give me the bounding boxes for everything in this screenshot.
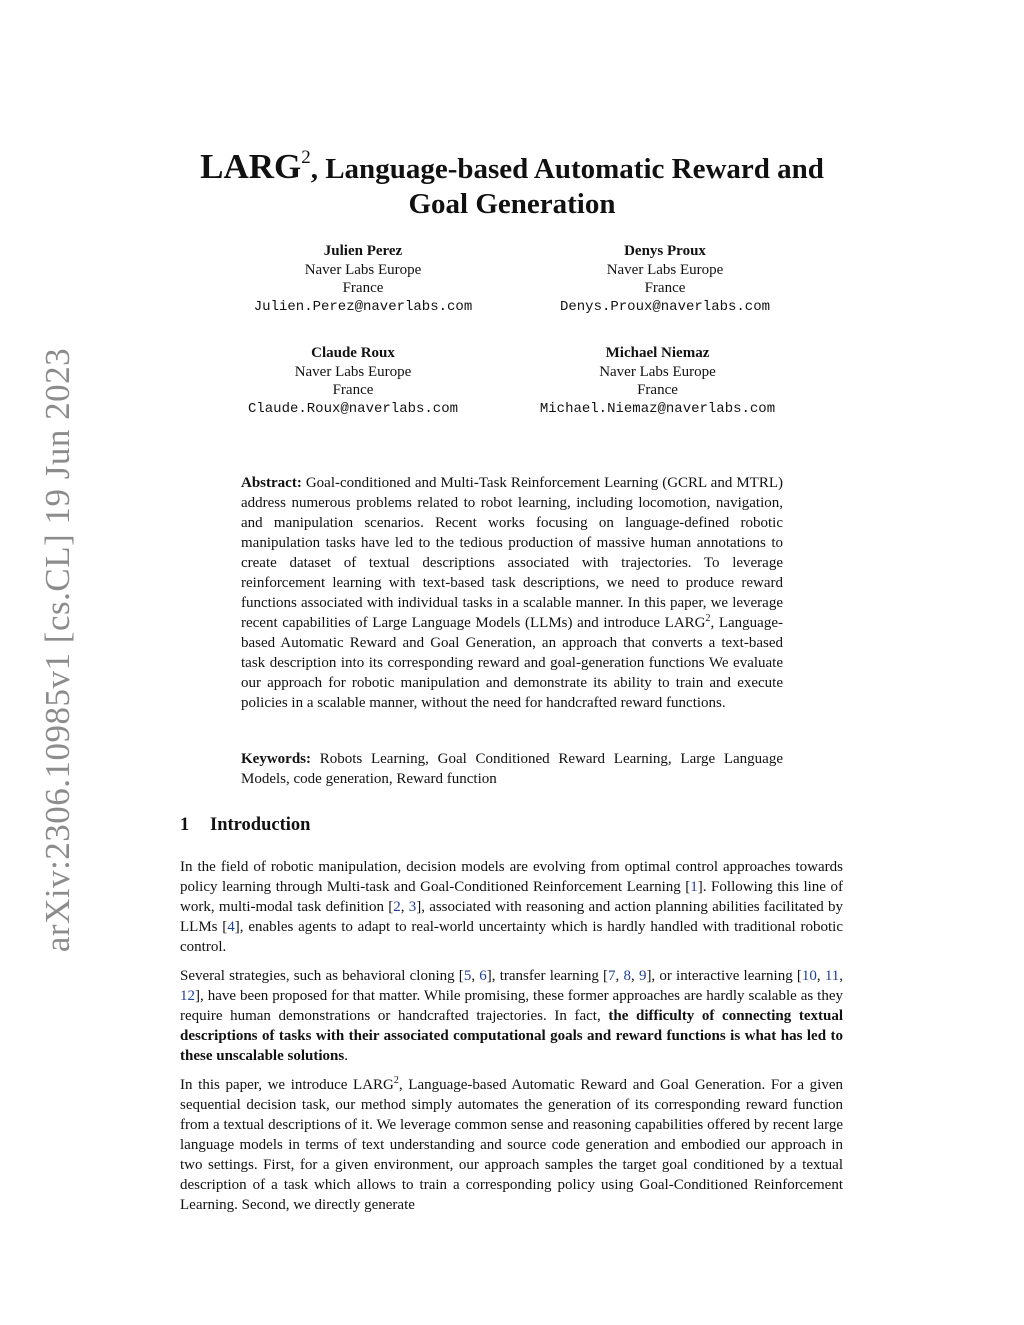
- keywords-text: Robots Learning, Goal Conditioned Reward Learning, Large Language Models, code generation, Reward function: [241, 751, 783, 787]
- author-block-4: [520, 344, 795, 418]
- paper-title: [140, 140, 884, 222]
- paragraph-text: In the field of robotic manipulation, decision models are evolving from optimal control approaches towards policy learning through Multi-task and Goal-Conditioned Reinforcement Learning [: [180, 859, 843, 895]
- author-block-2: [540, 242, 790, 316]
- paragraph-text: Several strategies, such as behavioral cloning [: [180, 968, 464, 984]
- author-name: Julien Perez: [323, 243, 403, 259]
- abstract-label: Abstract:: [241, 475, 302, 491]
- citation-link[interactable]: 6: [479, 968, 487, 984]
- citation-link[interactable]: 11: [824, 968, 840, 984]
- citation-link[interactable]: 7: [608, 968, 616, 984]
- paragraph-text: ,: [400, 899, 409, 915]
- citation-link[interactable]: 5: [463, 968, 472, 984]
- intro-paragraph-3: [180, 1075, 843, 1215]
- author-affiliation: Naver Labs Europe: [606, 261, 724, 278]
- paragraph-text: , Language-based Automatic Reward and Goal Generation. For a given sequential decision task, our method simply automates the generation of its corresponding reward function from a textual descriptions of it. We leverage common sense and reasoning capabilities offered by recent large language models in terms of text understanding and source code generation and embodied our approach in two settings. First, for a given environment, our approach samples the target goal conditioned by a textual description of a task which allows to train a corresponding policy using Goal-Conditioned Reinforcement Learning. Second, we directly generate: [180, 1077, 843, 1213]
- author-block-1: [243, 242, 483, 316]
- author-country: France: [332, 382, 374, 398]
- author-name: Denys Proux: [624, 243, 706, 259]
- citation-link[interactable]: 10: [801, 968, 817, 984]
- author-country: France: [637, 382, 678, 398]
- abstract-text-b: , Language-based Automatic Reward and Goal Generation, an approach that converts a text-based task description into its corresponding reward and goal-generation functions We evaluate our approach for robotic manipulation and demonstrate its ability to train and execute policies in a scalable manner, without the need for handcrafted reward functions.: [241, 615, 783, 711]
- author-country: France: [644, 280, 686, 296]
- paragraph-text: ]. Following this line of work, multi-modal task definition [: [180, 879, 843, 915]
- author-affiliation: Naver Labs Europe: [304, 261, 422, 278]
- keywords: [241, 749, 783, 789]
- section-title: Introduction: [210, 815, 311, 835]
- title-larg: LARG: [200, 147, 302, 186]
- paragraph-text: ], have been proposed for that matter. While promising, these former approaches are hardly scalable as they require human demonstrations or handcrafted trajectories. In fact,: [180, 988, 843, 1024]
- paragraph-text: ,: [615, 968, 624, 984]
- citation-link[interactable]: 2: [393, 899, 401, 915]
- paragraph-text: ], enables agents to adapt to real-world uncertainty which is hardly handled with traditional robotic control.: [180, 919, 843, 955]
- citation-link[interactable]: 1: [690, 879, 698, 895]
- paragraph-text: ,: [630, 968, 639, 984]
- citation-link[interactable]: 9: [638, 968, 647, 984]
- bold-emphasis: the difficulty of connecting textual descriptions of tasks with their associated computational goals and reward functions is what has led to these unscalable solutions: [180, 1008, 844, 1064]
- citation-link[interactable]: 12: [180, 988, 195, 1004]
- abstract-text-a: Goal-conditioned and Multi-Task Reinforcement Learning (GCRL and MTRL) address numerous problems related to robot learning, including locomotion, navigation, and manipulation scenarios. Recent works focusing on language-defined robotic manipulation tasks have led to the tedious production of massive human annotations to create dataset of textual descriptions associated with trajectories. To leverage reinforcement learning with text-based task descriptions, we need to produce reward functions associated with individual tasks in a scalable manner. In this paper, we leverage recent capabilities of Large Language Models (LLMs) and introduce LARG: [241, 475, 783, 631]
- paragraph-text: ,: [816, 968, 825, 984]
- abstract: [241, 473, 783, 713]
- author-email: Julien.Perez@naverlabs.com: [253, 298, 473, 315]
- paragraph-text: ], associated with reasoning and action planning abilities facilitated by LLMs [: [180, 899, 844, 935]
- intro-paragraph-1: [180, 857, 843, 957]
- paragraph-text: In this paper, we introduce LARG: [180, 1077, 394, 1093]
- abstract-superscript: 2: [705, 613, 711, 624]
- author-name: Claude Roux: [311, 345, 395, 361]
- keywords-label: Keywords:: [241, 751, 311, 767]
- larg-superscript: 2: [393, 1075, 399, 1086]
- citation-link[interactable]: 3: [408, 899, 417, 915]
- paragraph-text: ], transfer learning [: [486, 968, 609, 984]
- author-country: France: [342, 280, 384, 296]
- paragraph-text: ,: [839, 968, 844, 984]
- citation-link[interactable]: 8: [623, 968, 631, 984]
- intro-paragraph-2: [180, 966, 843, 1066]
- author-email: Claude.Roux@naverlabs.com: [247, 400, 459, 417]
- title-superscript: 2: [301, 147, 311, 168]
- section-heading-introduction: [180, 815, 310, 836]
- arxiv-identifier-stamp: arXiv:2306.10985v1 [cs.CL] 19 Jun 2023: [38, 347, 77, 953]
- citation-link[interactable]: 4: [227, 919, 235, 935]
- paragraph-text: ,: [471, 968, 480, 984]
- paragraph-text: ], or interactive learning [: [646, 968, 802, 984]
- author-block-3: [233, 344, 473, 418]
- author-email: Michael.Niemaz@naverlabs.com: [539, 400, 776, 417]
- paragraph-text: .: [344, 1048, 348, 1064]
- title-line1-rest: , Language-based Automatic Reward and: [310, 153, 824, 185]
- author-affiliation: Naver Labs Europe: [599, 363, 716, 380]
- title-line2: Goal Generation: [408, 188, 616, 220]
- author-email: Denys.Proux@naverlabs.com: [559, 298, 771, 315]
- author-affiliation: Naver Labs Europe: [294, 363, 412, 380]
- section-number: 1: [180, 815, 190, 835]
- author-name: Michael Niemaz: [605, 345, 710, 361]
